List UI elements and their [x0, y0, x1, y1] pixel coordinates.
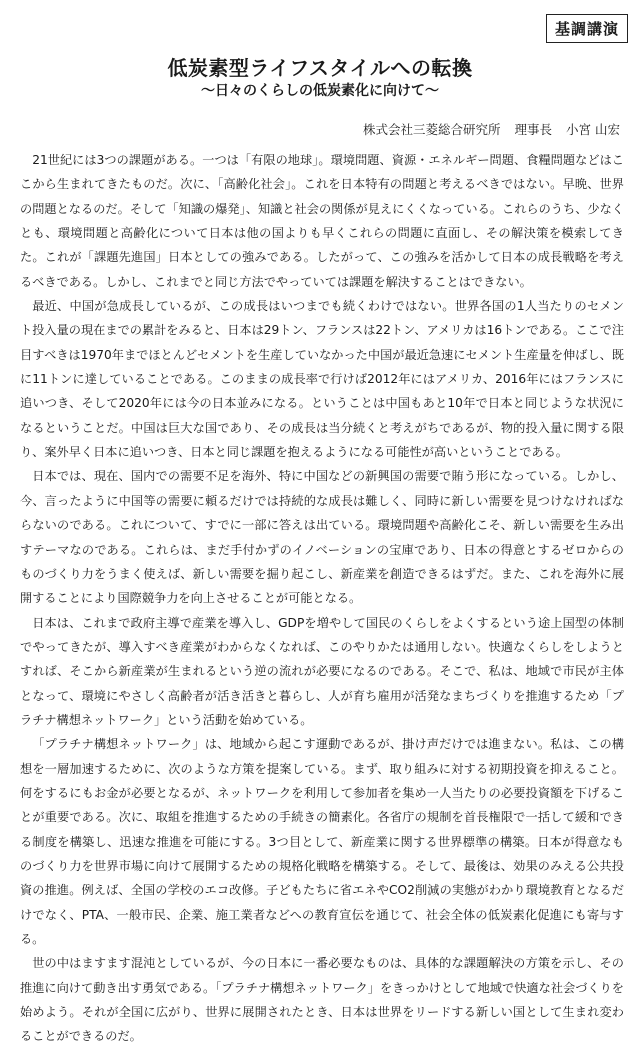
- paragraph: 「プラチナ構想ネットワーク」は、地域から起こす運動であるが、掛け声だけでは進まない。私は、この構想を一層加速するために、次のような方策を提案している。まず、取り組みに対する初期投資を抑えること。何をするにもお金が必要となるが、ネットワークを利用して参加者を集め一人当たりの必要投資額を下げることが重要である。次に、取組を推進するための手続きの簡素化。各省庁の規制を首長権限で一括して緩和できる制度を構築し、迅速な推進を可能にする。3つ目として、新産業に関する世界標準の構築。日本が得意なものづくり力を世界市場に向けて展開するための規格化戦略を構築する。そして、最後は、効果のみえる公共投資の推進。例えば、全国の学校のエコ改修。子どもたちに省エネやCO2削減の実態がわかり環境教育となるだけでなく、PTA、一般市民、企業、施工業者などへの教育宣伝を通じて、社会全体の低炭素化促進にも寄与する。: [20, 737, 624, 946]
- section-badge: 基調講演: [546, 14, 628, 43]
- page-subtitle: 〜日々のくらしの低炭素化に向けて〜: [201, 83, 439, 99]
- author-position: 理事長: [514, 122, 553, 137]
- page-title: 低炭素型ライフスタイルへの転換: [167, 56, 473, 80]
- author-line: [353, 120, 620, 138]
- paragraph: 最近、中国が急成長しているが、この成長はいつまでも続くわけではない。世界各国の1人当たりのセメント投入量の現在までの累計をみると、日本は29トン、フランスは22トン、アメリカは16トンである。ここで注目すべきは1970年までほとんどセメントを生産していなかった中国が最近急速にセメント生産量を伸ばし、既に11トンに達していることである。このままの成長率で行けば2012年にはアメリカ、2016年にはフランスに追いつき、そして2020年には今の日本並みになる。ということは中国もあと10年で日本と同じような状況になるということだ。中国は巨大な国であり、その成長は当分続くと考えがちであるが、物的投入量に関する限り、案外早く日本に追いつき、日本と同じ課題を抱えるようになる可能性が高いということである。: [20, 299, 624, 460]
- article-body: [20, 148, 624, 1049]
- paragraph: 日本は、これまで政府主導で産業を導入し、GDPを増やして国民のくらしをよくするという途上国型の体制でやってきたが、導入すべき産業がわからなくなれば、このやりかたは通用しない。快適なくらしをしようとすれば、そこから新産業が生まれるという逆の流れが必要になるのである。そこで、私は、地域で市民が主体となって、環境にやさしく高齢者が活き活きと暮らし、人が育ち雇用が活発なまちづくりを推進するため「プラチナ構想ネットワーク」という活動を始めている。: [20, 615, 624, 727]
- paragraph: 21世紀には3つの課題がある。一つは「有限の地球」。環境問題、資源・エネルギー問題、食糧問題などはここから生まれてきたものだ。次に、「高齢化社会」。これを日本特有の問題と考えるべきではない。早晩、世界の問題となるのだ。そして「知識の爆発」、知識と社会の関係が見えにくくなっている。これらのうち、少なくとも、環境問題と高齢化について日本は他の国よりも早くこれらの問題に直面し、その解決策を模索してきた。これが「課題先進国」日本としての強みである。したがって、この強みを活かして日本の成長戦略を考えるべきである。しかし、これまでと同じ方法でやっていては課題を解決することはできない。: [20, 153, 624, 289]
- author-name: 小宮 山宏: [566, 122, 620, 137]
- author-org: 株式会社三菱総合研究所: [363, 122, 501, 137]
- paragraph: 日本では、現在、国内での需要不足を海外、特に中国などの新興国の需要で賄う形になっている。しかし、今、言ったように中国等の需要に頼るだけでは持続的な成長は難しく、同時に新しい需要を見つけなければならないのである。これについて、すでに一部に答えは出ている。環境問題や高齢化こそ、新しい需要を生み出すテーマなのである。これらは、まだ手付かずのイノベーションの宝庫であり、日本の得意とするゼロからのものづくり力をうまく使えば、新しい需要を掘り起こし、新産業を創造できるはずだ。また、これを海外に展開することにより国際競争力を向上させることが可能となる。: [20, 469, 624, 606]
- paragraph: 世の中はますます混沌としているが、今の日本に一番必要なものは、具体的な課題解決の方策を示し、その推進に向けて動き出す勇気である。「プラチナ構想ネットワーク」をきっかけとして地域で快適な社会づくりを始めよう。それが全国に広がり、世界に展開されたとき、日本は世界をリードする新しい国として生まれ変わることができるのだ。: [20, 956, 624, 1044]
